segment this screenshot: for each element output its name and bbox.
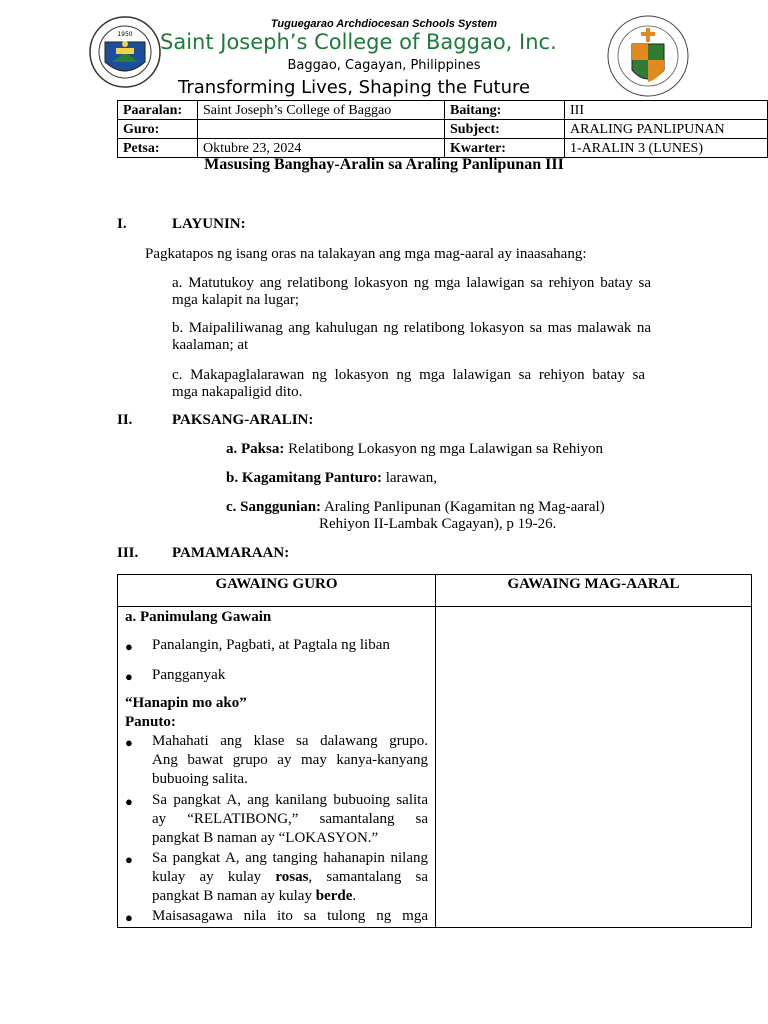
objective-c-line-2: mga nakapaligid dito. — [172, 384, 303, 400]
color-word-berde: berde — [315, 888, 353, 904]
table-header-row — [118, 575, 752, 607]
section-2-number: II. — [117, 412, 133, 428]
objective-c — [172, 367, 645, 401]
table-row — [118, 120, 768, 139]
col-gawaing-mag-aaral: GAWAING MAG-AARAL — [436, 575, 752, 607]
lesson-info-table — [117, 100, 768, 158]
bullet-icon: ● — [125, 735, 133, 750]
guro-label: Guro: — [118, 120, 198, 139]
school-name: Saint Joseph’s College of Baggao, Inc. — [160, 30, 557, 54]
baitang-label: Baitang: — [445, 101, 565, 120]
line: ay “RELATIBONG,” samantalang sa — [152, 811, 428, 827]
line: Ang bawat grupo ay may kanya-kanyang — [152, 752, 428, 768]
list-item — [152, 732, 428, 789]
table-row — [118, 607, 752, 928]
objectives-intro: Pagkatapos ng isang oras na talakayan ang mga mag-aaral ay inaasahang: — [145, 246, 587, 262]
game-title: “Hanapin mo ako” — [125, 695, 247, 711]
bullet-icon: ● — [125, 669, 133, 684]
section-2-title: PAKSANG-ARALIN: — [172, 412, 314, 428]
objective-b-line-1: b. Maipaliliwanag ang kahulugan ng relatibong lokasyon sa mas malawak na — [172, 320, 651, 336]
bullet-icon: ● — [125, 639, 133, 654]
sanggunian-label: c. Sanggunian: — [226, 499, 322, 515]
school-address: Baggao, Cagayan, Philippines — [287, 58, 481, 73]
sanggunian-value: Araling Panlipunan (Kagamitan ng Mag-aaral) — [321, 499, 605, 515]
line: bubuoing salita. — [152, 771, 248, 787]
table-row — [118, 139, 768, 158]
seal-year: 1950 — [117, 31, 133, 38]
bullet-icon: ● — [125, 852, 133, 867]
objective-a — [172, 275, 651, 309]
paksa-label: a. Paksa: — [226, 441, 285, 457]
sanggunian-line — [226, 499, 605, 516]
line: pangkat B naman ay “LOKASYON.” — [152, 830, 379, 846]
petsa-label: Petsa: — [118, 139, 198, 158]
paksa-value: Relatibong Lokasyon ng mga Lalawigan sa Rehiyon — [284, 441, 604, 457]
objective-a-line-2: mga kalapit na lugar; — [172, 292, 300, 308]
objective-c-line-1: c. Makapaglalarawan ng lokasyon ng mga lalawigan sa rehiyon batay sa — [172, 367, 645, 383]
text-span: pangkat B naman ay kulay — [152, 888, 316, 904]
line: Sa pangkat A, ang kanilang bubuoing salita — [152, 792, 428, 808]
col-gawaing-guro: GAWAING GURO — [118, 575, 436, 607]
list-item — [152, 907, 428, 926]
color-word-rosas: rosas — [275, 869, 309, 885]
section-3-title: PAMAMARAAN: — [172, 545, 290, 561]
text-span: kulay ay kulay — [152, 869, 276, 885]
teacher-activity-cell — [118, 607, 436, 928]
line: Sa pangkat A, ang tanging hahanapin nilang — [152, 850, 428, 866]
panimulang-gawain-heading: a. Panimulang Gawain — [125, 609, 272, 625]
guro-value — [198, 120, 445, 139]
line: Maisasagawa nila ito sa tulong ng mga — [152, 908, 428, 924]
document-title: Masusing Banghay-Aralin sa Araling Panlipunan III — [204, 156, 564, 173]
section-3-number: III. — [117, 545, 139, 561]
list-item — [152, 849, 428, 906]
kwarter-label: Kwarter: — [445, 139, 565, 158]
panuto-label: Panuto: — [125, 714, 176, 730]
student-activity-cell — [436, 607, 752, 928]
bullet-icon: ● — [125, 794, 133, 809]
list-item: Pangganyak — [152, 667, 226, 683]
kwarter-value: 1-ARALIN 3 (LUNES) — [565, 139, 768, 158]
list-item — [152, 791, 428, 848]
paaralan-label: Paaralan: — [118, 101, 198, 120]
kagamitan-value: larawan, — [381, 470, 437, 486]
subject-label: Subject: — [445, 120, 565, 139]
objective-b-line-2: kaalaman; at — [172, 337, 249, 353]
section-1-title: LAYUNIN: — [172, 216, 246, 232]
line — [152, 887, 428, 906]
objective-b — [172, 320, 651, 354]
subject-value: ARALING PANLIPUNAN — [565, 120, 768, 139]
baitang-value: III — [565, 101, 768, 120]
procedure-table — [117, 574, 752, 928]
line — [152, 868, 428, 887]
list-item: Panalangin, Pagbati, at Pagtala ng liban — [152, 637, 390, 653]
sanggunian-line-2: Rehiyon II-Lambak Cagayan), p 19-26. — [319, 516, 557, 532]
paksa-line — [226, 441, 603, 458]
paaralan-value: Saint Joseph’s College of Baggao — [198, 101, 445, 120]
bullet-icon: ● — [125, 910, 133, 925]
text-span: , samantalang sa — [308, 869, 429, 885]
school-motto: Transforming Lives, Shaping the Future — [178, 77, 531, 98]
school-system-name: Tuguegarao Archdiocesan Schools System — [270, 18, 498, 30]
table-row — [118, 101, 768, 120]
line: Mahahati ang klase sa dalawang grupo. — [152, 733, 428, 749]
section-1-number: I. — [117, 216, 127, 232]
archdiocesan-seal-logo — [606, 14, 690, 98]
objective-a-line-1: a. Matutukoy ang relatibong lokasyon ng mga lalawigan sa rehiyon batay sa — [172, 275, 651, 291]
petsa-value: Oktubre 23, 2024 — [198, 139, 445, 158]
school-seal-logo — [88, 14, 162, 90]
kagamitan-label: b. Kagamitang Panturo: — [226, 470, 382, 486]
kagamitan-line — [226, 470, 437, 487]
text-span: . — [352, 888, 357, 904]
